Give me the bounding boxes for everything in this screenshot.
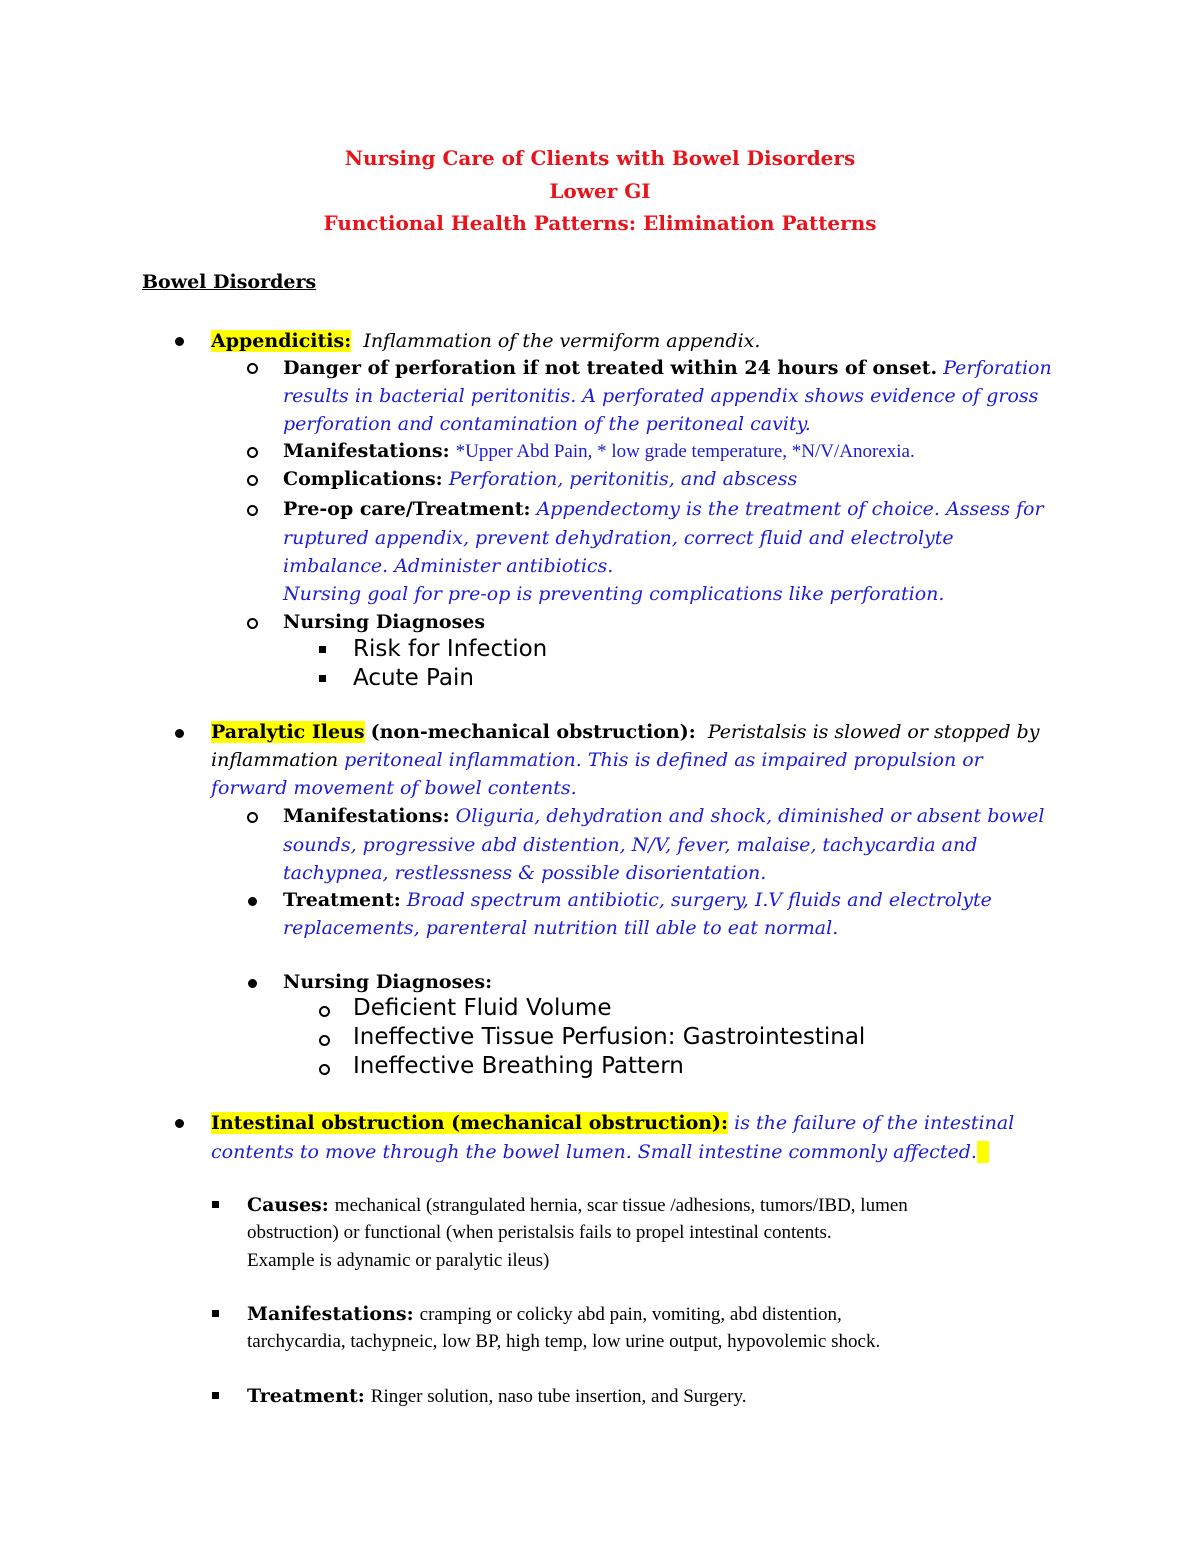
danger-label: Danger of perforation if not treated within 24 hours of onset. [283, 357, 938, 379]
causes-line-2: obstruction) or functional (when peristalsis fails to propel intestinal contents. [247, 1222, 832, 1243]
circle-bullet-icon [247, 812, 258, 823]
danger-line-1 [283, 354, 1052, 382]
diagnosis-item: Risk for Infection [353, 636, 548, 662]
circle-bullet-icon [319, 1035, 330, 1046]
obstruction-definition: is the failure of the intestinal [734, 1112, 1015, 1134]
document-title: Nursing Care of Clients with Bowel Disorders [344, 146, 856, 170]
danger-line-2: results in bacterial peritonitis. A perforated appendix shows evidence of gross [283, 385, 1039, 407]
obstruction-manifestations-2: tarchycardia, tachypneic, low BP, high temp, low urine output, hypovolemic shock. [247, 1331, 881, 1352]
causes-text: mechanical (strangulated hernia, scar tissue /adhesions, tumors/IBD, lumen [334, 1195, 908, 1216]
circle-bullet-icon [247, 475, 258, 486]
manifestations-text: cramping or colicky abd pain, vomiting, abd distention, [419, 1304, 842, 1325]
complications-label: Complications: [283, 468, 443, 490]
ileus-term: Paralytic Ileus [211, 721, 365, 743]
ileus-line-2 [211, 746, 983, 774]
diagnosis-item: Ineffective Tissue Perfusion: Gastrointestinal [353, 1024, 866, 1050]
manifestations-label: Manifestations: [247, 1303, 414, 1325]
appendicitis-complications [283, 465, 797, 493]
ileus-treatment-1 [283, 886, 992, 914]
document-subtitle: Lower GI [549, 179, 651, 203]
bullet-icon [248, 979, 257, 988]
manifestations-text: *Upper Abd Pain, * low grade temperature, *N/V/Anorexia. [455, 441, 915, 462]
ileus-def-part: inflammation [211, 749, 339, 771]
obstruction-treatment [247, 1382, 747, 1411]
manifestations-label: Manifestations: [283, 805, 450, 827]
square-bullet-icon [319, 646, 326, 653]
complications-text: Perforation, peritonitis, and abscess [448, 468, 798, 490]
bullet-icon [248, 897, 257, 906]
circle-bullet-icon [319, 1006, 330, 1017]
causes-line-1 [247, 1191, 908, 1220]
bullet-icon [175, 729, 184, 738]
diagnosis-item: Acute Pain [353, 665, 474, 691]
preop-line-1 [283, 495, 1044, 523]
document-topic: Functional Health Patterns: Elimination Patterns [323, 211, 877, 235]
circle-bullet-icon [319, 1064, 330, 1075]
appendicitis-term: Appendicitis: [211, 330, 352, 352]
causes-line-3: Example is adynamic or paralytic ileus) [247, 1250, 550, 1271]
treatment-text: Broad spectrum antibiotic, surgery, I.V fluids and electrolyte [406, 889, 992, 911]
bullet-icon [175, 337, 184, 346]
manifestations-text: Oliguria, dehydration and shock, diminished or absent bowel [455, 805, 1045, 827]
ileus-line-3: forward movement of bowel contents. [211, 777, 577, 799]
ileus-manifestations-3: tachypnea, restlessness & possible disorientation. [283, 862, 767, 884]
obstruction-manifestations-1 [247, 1300, 842, 1329]
appendicitis-manifestations [283, 437, 915, 466]
appendicitis-line [211, 327, 760, 355]
ileus-line-1 [211, 718, 1039, 746]
obstruction-line-1 [211, 1109, 1014, 1137]
manifestations-label: Manifestations: [283, 440, 450, 462]
ileus-term-suffix: (non-mechanical obstruction): [370, 721, 696, 743]
bullet-icon [175, 1119, 184, 1128]
ileus-manifestations-2: sounds, progressive abd distention, N/V, fever, malaise, tachycardia and [283, 834, 978, 856]
preop-text: Appendectomy is the treatment of choice. Assess for [536, 498, 1044, 520]
causes-label: Causes: [247, 1194, 329, 1216]
obstruction-line-2 [211, 1138, 989, 1166]
circle-bullet-icon [247, 505, 258, 516]
diagnosis-item: Ineffective Breathing Pattern [353, 1053, 684, 1079]
ileus-definition: Peristalsis is slowed or stopped by [707, 721, 1040, 743]
preop-line-2: ruptured appendix, prevent dehydration, correct fluid and electrolyte [283, 527, 954, 549]
square-bullet-icon [319, 675, 326, 682]
treatment-label: Treatment: [247, 1385, 365, 1407]
preop-line-3: imbalance. Administer antibiotics. [283, 555, 614, 577]
diagnosis-item: Deficient Fluid Volume [353, 995, 612, 1021]
ileus-manifestations-1 [283, 802, 1044, 830]
obstruction-def-part: contents to move through the bowel lumen. Small intestine commonly affected. [211, 1141, 977, 1163]
ileus-diagnoses-label: Nursing Diagnoses: [283, 971, 493, 993]
danger-line-3: perforation and contamination of the peritoneal cavity. [283, 413, 811, 435]
preop-line-4: Nursing goal for pre-op is preventing complications like perforation. [283, 583, 945, 605]
ileus-treatment-2: replacements, parenteral nutrition till able to eat normal. [283, 917, 839, 939]
circle-bullet-icon [247, 363, 258, 374]
danger-text: Perforation [943, 357, 1052, 379]
treatment-label: Treatment: [283, 889, 401, 911]
square-bullet-icon [212, 1201, 219, 1208]
appendicitis-diagnoses-label: Nursing Diagnoses [283, 611, 486, 633]
circle-bullet-icon [247, 447, 258, 458]
appendicitis-definition: Inflammation of the vermiform appendix. [363, 330, 761, 352]
preop-label: Pre-op care/Treatment: [283, 498, 531, 520]
obstruction-term: Intestinal obstruction (mechanical obstruction): [211, 1112, 729, 1134]
square-bullet-icon [212, 1310, 219, 1317]
treatment-text: Ringer solution, naso tube insertion, and Surgery. [370, 1386, 747, 1407]
square-bullet-icon [212, 1392, 219, 1399]
ileus-def-part: peritoneal inflammation. This is defined as impaired propulsion or [344, 749, 983, 771]
circle-bullet-icon [247, 618, 258, 629]
section-heading: Bowel Disorders [142, 271, 317, 293]
